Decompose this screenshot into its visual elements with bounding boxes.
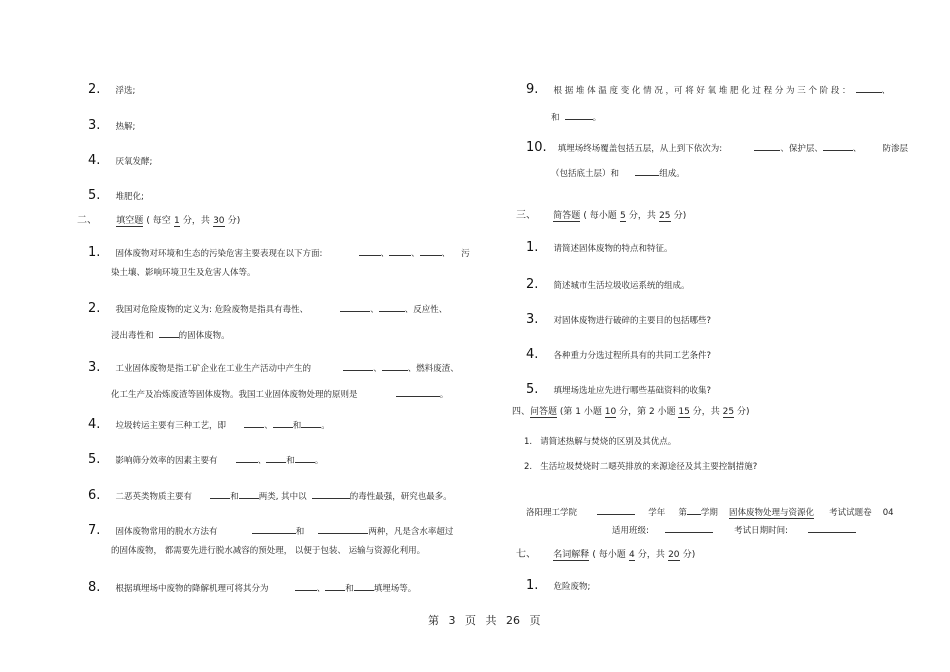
list-item [88,149,152,168]
question-text: 二恶英类物质主要有 [115,492,193,502]
question-text: 的毒性最强，研究也最多。 [349,492,452,502]
question-text: 、 [881,86,891,96]
answer-blank[interactable] [382,361,408,371]
section-number: 二、 [77,215,97,226]
answer-blank[interactable] [754,141,780,151]
year-blank[interactable] [597,505,635,515]
question-line [111,382,448,401]
question-number: 3. [526,312,539,327]
points-total: 20 [668,550,680,560]
question-text: 请简述热解与焚烧的区别及其优点。 [540,437,677,447]
question-text: 。 [314,456,324,466]
answer-blank[interactable] [343,361,373,371]
footer-text: 页 [529,614,541,627]
section-title: 名词解释 [553,550,590,560]
answer-blank[interactable] [252,524,296,534]
points-q1: 10 [604,407,617,417]
item-text: 堆肥化; [115,192,144,202]
question-text: 填埋场选址应先进行哪些基础资料的收集? [553,386,712,396]
list-item [526,236,673,255]
answer-blank[interactable] [340,302,370,312]
question-text: 。 [439,390,449,400]
answer-blank[interactable] [823,141,853,151]
question-text: 、 [264,421,273,431]
question-text: 、 [441,249,451,259]
question-text: 的固体废物。 [178,331,230,341]
question-text: 两类, 其中以 [258,492,307,502]
list-item [524,454,757,473]
exam-header-text: 学期 [700,508,718,518]
section-meta: 分) [227,216,241,226]
list-item [526,273,690,292]
question [526,78,890,97]
answer-blank[interactable] [635,166,659,176]
question-number: 2. [524,462,533,472]
footer-text: 页 [465,614,476,627]
question-text: 工业固体废物是指工矿企业在工业生产活动中产生的 [115,364,312,374]
paper-number: 04 [882,508,894,518]
exam-header [526,500,894,519]
class-blank[interactable] [665,523,713,533]
question-text: 简述城市生活垃圾收运系统的组成。 [553,281,690,291]
answer-blank[interactable] [301,418,321,428]
total-pages: 26 [506,614,520,627]
answer-blank[interactable] [210,489,230,499]
item-text: 厌氧发酵; [115,157,153,167]
exam-header-text: 第 [678,508,687,518]
question-text: 填埋场等。 [373,584,417,594]
question-text: 、 [257,456,267,466]
item-text: 浮选; [115,86,136,96]
question-number: 4. [526,347,539,362]
question-text: 垃圾转运主要有三种工艺，即 [115,421,227,431]
section-meta: 分，共 [692,407,720,417]
answer-blank[interactable] [159,328,179,338]
answer-blank[interactable] [354,581,374,591]
answer-blank[interactable] [244,418,264,428]
section-meta: 分，共 [628,211,656,221]
section-number: 四、 [512,407,531,417]
points-total: 25 [659,211,671,221]
question-text: 。 [592,113,602,123]
answer-blank[interactable] [420,246,442,256]
question-text: 、 [380,249,390,259]
question-text: 浸出毒性和 [111,331,154,341]
question-text: 、反应性、 [404,305,448,315]
question [88,448,323,467]
answer-blank[interactable] [273,418,293,428]
page-number: 3 [448,614,456,627]
section-meta: 分，第 2 小题 [619,407,676,417]
question-number: 7. [88,523,101,538]
page-footer [428,612,541,628]
section-meta: (第 1 小题 [559,407,602,417]
list-item [88,78,135,97]
answer-blank[interactable] [312,489,350,499]
question-text: 和 [230,492,239,502]
question-text: 填埋场终场覆盖包括五层，从上到下依次为: [557,144,723,154]
question [88,519,453,538]
section-meta: ( 每小题 [583,211,617,221]
list-item [526,343,711,362]
question-text: 的固体废物， 都需要先进行脱水减容的预处理， 以便于包装、 运输与资源化利用。 [111,546,426,556]
question-line [551,105,601,124]
item-number: 5. [88,188,101,203]
class-label: 适用班级: [612,526,649,536]
item-text: 热解; [115,122,136,132]
question-text: 、 [370,305,379,315]
item-number: 2. [88,82,101,97]
answer-blank[interactable] [318,524,368,534]
points-total: 25 [722,407,735,417]
question-number: 9. [526,82,539,97]
question-line [111,323,230,342]
question-number: 1. [526,240,539,255]
question-text: 和 [345,584,354,594]
course-name: 固体废物处理与资源化 [729,508,815,518]
question-text: 、 [373,364,382,374]
question-text: 、保护层、 [780,144,823,154]
list-item [526,378,711,397]
question-text: 各种重力分选过程所具有的共同工艺条件? [553,351,712,361]
question-text: 化工生产及冶炼废渣等固体废物。我国工业固体废物处理的原则是 [111,390,358,400]
question-text: 、 [411,249,420,259]
question-text: 根 据 堆 体 温 度 变 化 情 况 ，可 将 好 氧 堆 肥 化 过 程 分 为 三 个 阶 段 ： [553,86,851,96]
date-blank[interactable] [808,523,856,533]
section-meta: 分) [682,550,696,560]
points-q2: 15 [678,407,690,417]
question [88,413,330,432]
question-text: 和 [292,421,302,431]
question-text: 对固体废物进行破碎的主要目的包括哪些? [553,316,712,326]
points-each: 4 [628,550,635,560]
section-meta: 分，共 [637,550,665,560]
question-text: 和 [286,456,295,466]
answer-blank[interactable] [325,581,345,591]
question-number: 2. [88,301,101,316]
list-item [88,114,135,133]
question-number: 10. [526,140,547,155]
exam-header-text: 考试试题卷 [829,508,872,518]
question-text: 和 [295,527,305,537]
question-text: 组成。 [659,169,685,179]
answer-blank[interactable] [295,581,317,591]
question-text: 影响筛分效率的因素主要有 [115,456,218,466]
section-meta: 分，共 [182,216,210,226]
school-name: 洛阳理工学院 [526,508,578,518]
question-number: 5. [526,382,539,397]
question-text: 、 [316,584,326,594]
question-text: 染土壤、影响环境卫生及危害人体等。 [111,268,256,278]
date-label: 考试日期时间: [734,526,789,536]
list-item [526,308,711,327]
footer-text: 第 [428,614,439,627]
section-title: 填空题 [116,216,144,226]
footer-text: 共 [485,614,497,627]
question-number: 2. [526,277,539,292]
question-text: 。 [321,421,330,431]
section-meta: 分) [736,407,750,417]
answer-blank[interactable] [856,83,882,93]
answer-blank[interactable] [565,110,593,120]
list-item [526,574,590,593]
section-meta: 分) [673,211,687,221]
item-number: 3. [88,118,101,133]
question [88,241,470,260]
answer-blank[interactable] [236,453,258,463]
section-meta: ( 每小题 [592,550,626,560]
section-heading [512,404,749,417]
question-text: 防渗层 [882,144,908,154]
question-text: 污 [461,249,470,259]
question-number: 5. [88,452,101,467]
answer-blank[interactable] [396,387,440,397]
question-number: 6. [88,488,101,503]
question-text: 危险废物; [553,582,591,592]
list-item [524,429,676,448]
question-number: 8. [88,580,101,595]
question-number: 1. [88,245,101,260]
answer-blank[interactable] [266,453,286,463]
question-text: 请简述固体废物的特点和特征。 [553,244,673,254]
section-title: 问答题 [530,407,558,417]
section-heading [77,211,240,226]
answer-blank[interactable] [379,302,405,312]
item-number: 4. [88,153,101,168]
section-number: 七、 [516,549,536,560]
section-number: 三、 [516,210,536,221]
question-text: （包括底土层）和 [551,169,620,179]
question-text: 生活垃圾焚烧时二噁英排放的来源途径及其主要控制措施? [540,462,758,472]
exam-header-line2 [612,518,856,537]
question-text: 两种，凡是含水率超过 [368,527,454,537]
points-each: 5 [619,211,626,221]
question-text: 固体废物对环境和生态的污染危害主要表现在以下方面: [115,249,323,259]
question-line [551,161,685,180]
points-total: 30 [213,216,225,226]
answer-blank[interactable] [359,246,381,256]
question [526,136,908,155]
answer-blank[interactable] [295,453,315,463]
question [88,297,447,316]
exam-header-text: 学年 [648,508,666,518]
question-text: 我国对危险废物的定义为: 危险废物是指具有毒性、 [115,305,309,315]
section-title: 简答题 [553,211,581,221]
question-text: 根据填埋场中废物的降解机理可将其分为 [115,584,269,594]
question-text: 和 [551,113,560,123]
question-text: 、燃料废渣、 [407,364,459,374]
question-text: 、 [852,144,862,154]
answer-blank[interactable] [239,489,259,499]
points-each: 1 [173,216,180,226]
question-number: 1. [526,578,539,593]
section-heading [516,545,695,560]
question-number: 4. [88,417,101,432]
question [88,484,452,503]
question [88,356,459,375]
answer-blank[interactable] [389,246,411,256]
question-number: 3. [88,360,101,375]
question-number: 1. [524,437,533,447]
question-text: 固体废物常用的脱水方法有 [115,527,218,537]
section-meta: ( 每空 [146,216,171,226]
list-item [88,184,144,203]
term-blank[interactable] [687,505,701,515]
section-heading [516,206,686,221]
question [88,576,416,595]
